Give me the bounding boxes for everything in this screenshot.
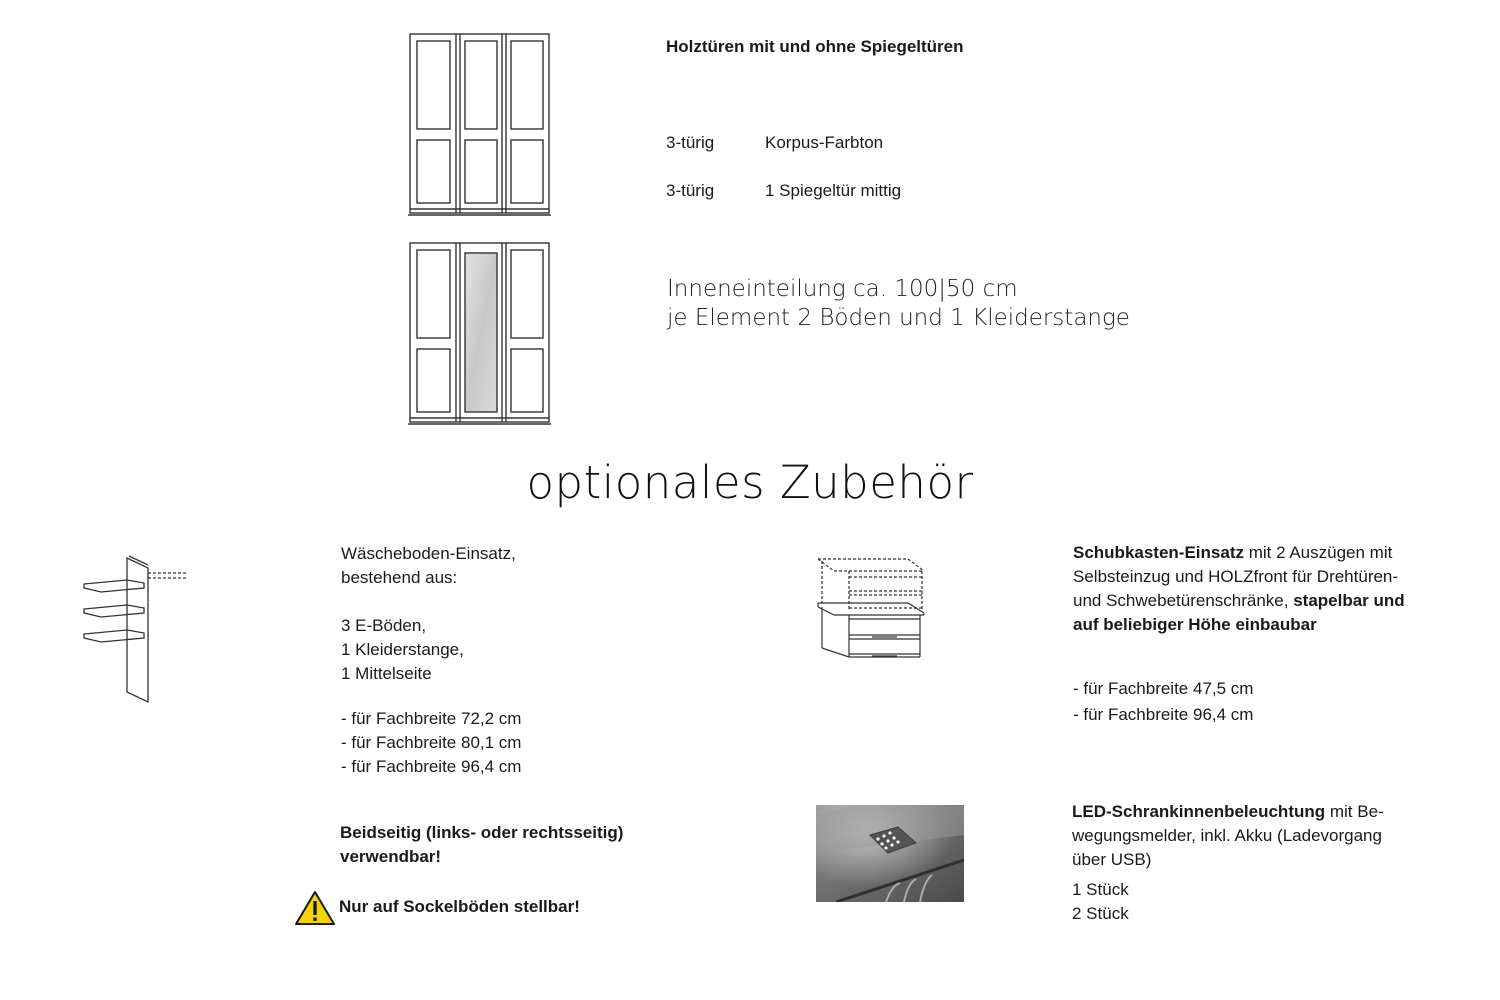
led-desc-1: mit Be- [1325, 802, 1384, 821]
note-line-1: Beidseitig (links- oder rechtsseitig) [340, 823, 624, 842]
list-item: 1 Stück [1072, 880, 1129, 899]
drawer-desc-3: und Schwebetürenschränke, [1073, 591, 1294, 610]
option-desc: 1 Spiegeltür mittig [765, 181, 902, 200]
option-type: 3-türig [666, 133, 715, 152]
drawer-desc-4: auf beliebiger Höhe einbaubar [1073, 615, 1317, 634]
drawer-desc-3-bold: stapelbar und [1293, 591, 1405, 610]
option-type: 3-türig [666, 181, 715, 200]
laundry-widths-list [341, 707, 521, 779]
led-quantities-list [1072, 878, 1129, 926]
laundry-items-list [341, 614, 464, 686]
accessories-heading: optionales Zubehör [526, 456, 974, 509]
led-description [1072, 800, 1384, 872]
list-item: 3 E-Böden, [341, 616, 427, 635]
wardrobe-wood-doors-drawing [408, 32, 553, 218]
laundry-note [340, 821, 623, 869]
list-item: - für Fachbreite 47,5 cm [1073, 679, 1254, 698]
doors-title: Holztüren mit und ohne Spiegeltüren [666, 37, 964, 56]
option-row-1 [666, 131, 884, 155]
option-row-2 [666, 179, 902, 203]
list-item: - für Fachbreite 72,2 cm [341, 709, 522, 728]
option-desc: Korpus-Farbton [765, 133, 884, 152]
note-line-2: verwendbar! [340, 847, 442, 866]
list-item: - für Fachbreite 96,4 cm [341, 757, 522, 776]
interior-line-2: je Element 2 Böden und 1 Kleiderstange [667, 305, 1130, 331]
warning-text: Nur auf Sockelböden stellbar! [339, 897, 580, 916]
drawer-insert-drawing [812, 553, 930, 663]
wardrobe-mirror-door-drawing [408, 241, 553, 427]
list-item: 1 Kleiderstange, [341, 640, 464, 659]
laundry-shelf-insert-drawing [80, 550, 195, 705]
drawer-desc-2: Selbsteinzug und HOLZfront für Drehtüren- [1073, 567, 1399, 586]
laundry-line-1: Wäscheboden-Einsatz, [341, 544, 516, 563]
laundry-description [341, 542, 516, 590]
led-title: LED-Schrankinnenbeleuchtung [1072, 802, 1326, 821]
list-item: 2 Stück [1072, 904, 1129, 923]
drawer-description [1073, 541, 1405, 637]
list-item: 1 Mittelseite [341, 664, 432, 683]
list-item: - für Fachbreite 80,1 cm [341, 733, 522, 752]
drawer-title: Schubkasten-Einsatz [1073, 543, 1244, 562]
interior-description [667, 275, 1130, 333]
led-light-photo [816, 805, 964, 902]
drawer-widths-list [1073, 676, 1253, 728]
drawer-desc-1: mit 2 Auszügen mit [1244, 543, 1393, 562]
interior-line-1: Inneneinteilung ca. 100|50 cm [667, 276, 1018, 302]
list-item: - für Fachbreite 96,4 cm [1073, 705, 1254, 724]
warning-icon [294, 890, 336, 926]
led-desc-2: wegungsmelder, inkl. Akku (Ladevorgang [1072, 826, 1382, 845]
laundry-line-2: bestehend aus: [341, 568, 458, 587]
led-desc-3: über USB) [1072, 850, 1152, 869]
